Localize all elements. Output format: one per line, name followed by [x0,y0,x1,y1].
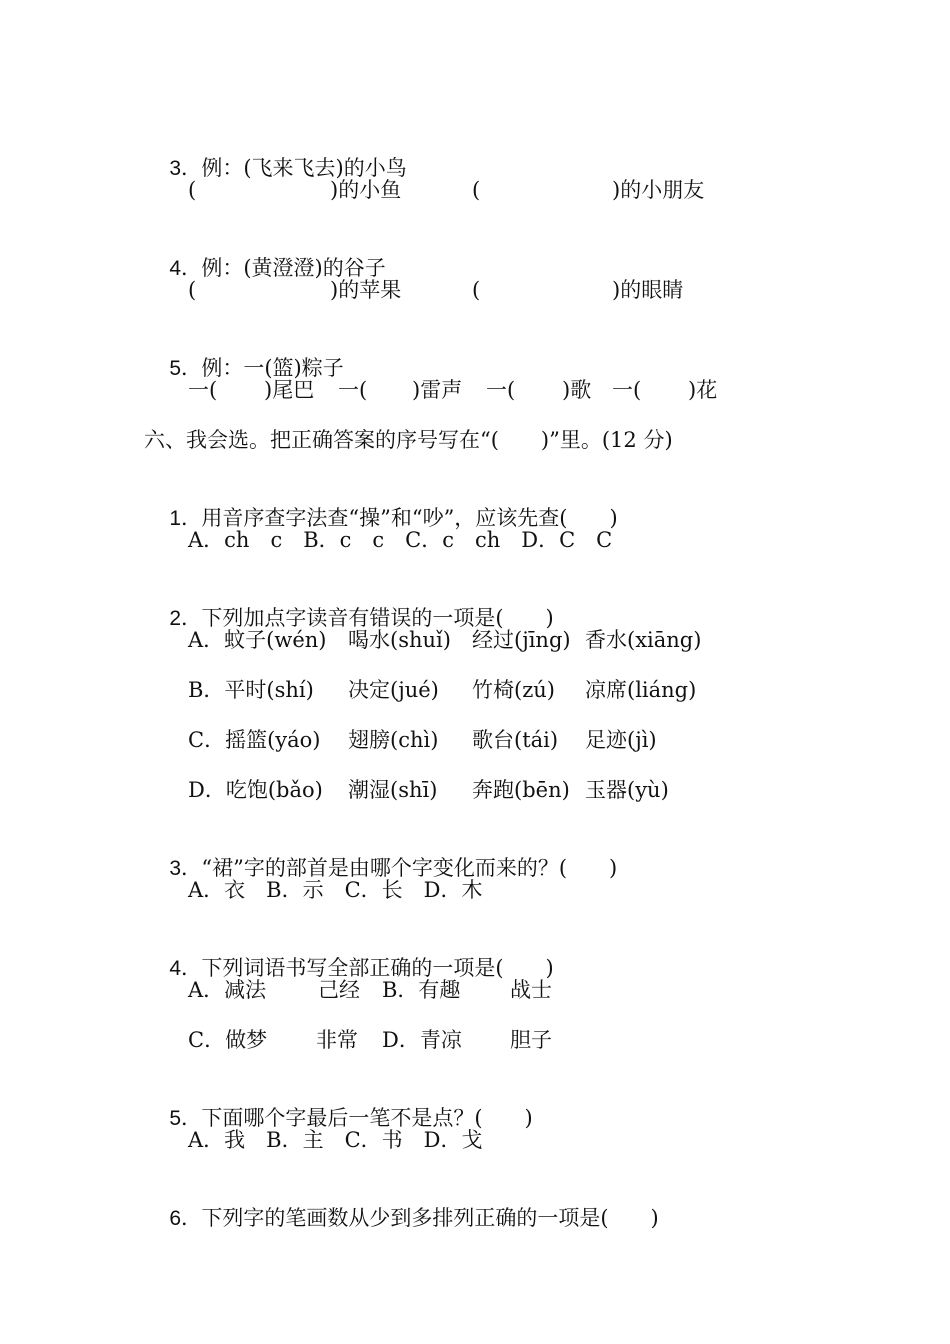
question-number: 3． [169,857,203,880]
question-6-3 [156,826,618,880]
blank-open: ( [472,178,481,202]
blank-close-label: )的小鱼 [330,178,402,202]
question-number: 2． [169,607,203,630]
question-6-1 [156,476,618,530]
option-d-item: 奔跑(bēn) [472,778,570,802]
option-b-item: 决定(jué) [348,678,439,702]
question-number: 4． [169,257,203,280]
question-text: 下列加点字读音有错误的一项是( ) [201,606,554,630]
question-6-6 [156,1176,659,1230]
measure-word-blank: 一( [188,378,218,402]
blank-open: ( [188,178,197,202]
measure-word-label: )歌 [562,378,592,402]
option-item: D．青凉 [382,1028,462,1052]
options: A．我 B．主 C．书 D．戈 [188,1128,483,1152]
options: A．ch c B．c c C．c ch D．C C [188,528,613,552]
option-b-item: B．平时(shí) [188,678,314,702]
option-item: 胆子 [510,1028,552,1052]
blank-close-label: )的小朋友 [612,178,705,202]
option-item: C．做梦 [188,1028,268,1052]
question-number: 5． [169,1107,203,1130]
option-a-item: 经过(jīng) [472,628,571,652]
question-number: 4． [169,957,203,980]
example-text: 例：(飞来飞去)的小鸟 [201,156,407,180]
option-a-item: A．蚊子(wén) [188,628,327,652]
question-text: 下列词语书写全部正确的一项是( ) [201,956,554,980]
question-number: 1． [169,507,203,530]
blank-open: ( [188,278,197,302]
measure-word-blank: 一( [486,378,516,402]
option-b-item: 凉席(liáng) [585,678,697,702]
option-c-item: 歌台(tái) [472,728,559,752]
option-c-item: 足迹(jì) [585,728,657,752]
section-6-heading: 六、我会选。把正确答案的序号写在“( )”里。(12 分) [144,428,673,452]
options: A．衣 B．示 C．长 D．木 [188,878,483,902]
measure-word-label: )花 [688,378,718,402]
question-number: 5． [169,357,203,380]
measure-word-blank: 一( [338,378,368,402]
question-number: 6． [169,1207,203,1230]
measure-word-label: )尾巴 [264,378,315,402]
measure-word-label: )雷声 [412,378,463,402]
option-a-item: 喝水(shuǐ) [348,628,451,652]
question-text: 下面哪个字最后一笔不是点？( ) [201,1106,533,1130]
option-d-item: 潮湿(shī) [348,778,438,802]
option-a-item: 香水(xiāng) [585,628,702,652]
option-item: 战士 [510,978,552,1002]
blank-close-label: )的苹果 [330,278,402,302]
question-text: 下列字的笔画数从少到多排列正确的一项是( ) [201,1206,659,1230]
option-item: 己经 [318,978,360,1002]
option-c-item: C．摇篮(yáo) [188,728,321,752]
blank-open: ( [472,278,481,302]
question-number: 3． [169,157,203,180]
question-5-5 [156,326,344,380]
blank-close-label: )的眼睛 [612,278,684,302]
option-item: B．有趣 [382,978,461,1002]
option-d-item: 玉器(yù) [585,778,669,802]
question-5-3 [156,126,407,180]
question-6-2 [156,576,554,630]
option-c-item: 翅膀(chì) [348,728,439,752]
example-text: 例：(黄澄澄)的谷子 [201,256,386,280]
question-5-4 [156,226,386,280]
question-6-5 [156,1076,533,1130]
question-text: 用音序查字法查“操”和“吵”，应该先查( ) [201,506,618,530]
option-b-item: 竹椅(zú) [472,678,555,702]
option-d-item: D．吃饱(bǎo) [188,778,323,802]
option-item: A．减法 [188,978,267,1002]
option-item: 非常 [316,1028,358,1052]
example-text: 例：一(篮)粽子 [201,356,344,380]
question-6-4 [156,926,554,980]
question-text: “裙”字的部首是由哪个字变化而来的？( ) [201,856,618,880]
measure-word-blank: 一( [612,378,642,402]
